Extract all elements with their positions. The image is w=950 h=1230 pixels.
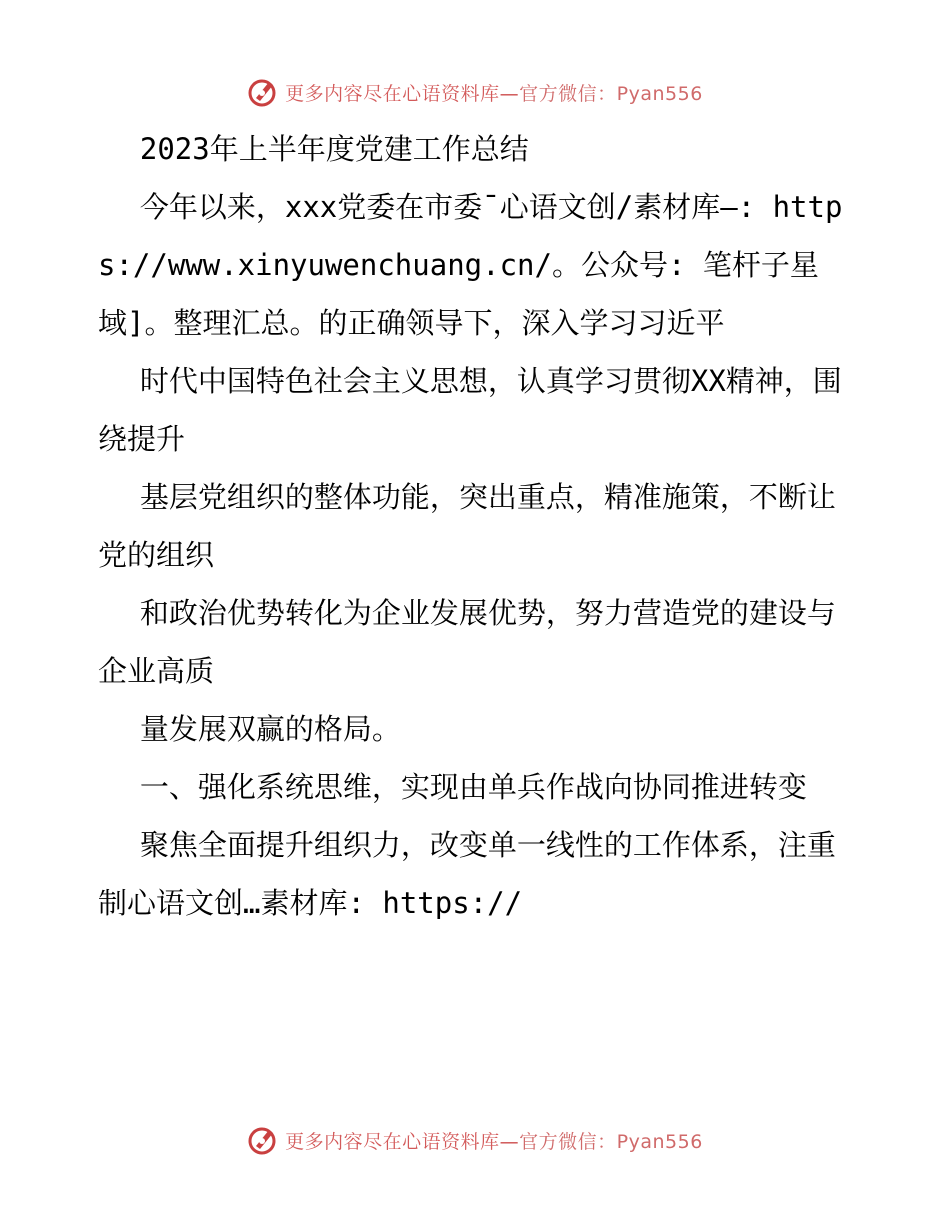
- document-body: [98, 120, 858, 932]
- doc-paragraph: 基层党组织的整体功能，突出重点，精准施策，不断让党的组织: [98, 480, 836, 572]
- section-heading: 一、强化系统思维，实现由单兵作战向协同推进转变: [139, 770, 807, 804]
- header-wechat-label: 官方微信：Pyan556: [519, 82, 703, 105]
- header-banner: [0, 72, 950, 112]
- footer-banner: [0, 1120, 950, 1160]
- pen-nib-circle-logo-icon: [247, 1124, 279, 1156]
- pen-nib-circle-logo-icon: [247, 76, 279, 108]
- doc-paragraph: 和政治优势转化为企业发展优势，努力营造党的建设与企业高质: [98, 596, 836, 688]
- doc-paragraph: 时代中国特色社会主义思想，认真学习贯彻XX精神，围绕提升: [98, 364, 842, 456]
- footer-banner-text: 更多内容尽在心语资料库—官方微信：Pyan556: [285, 1130, 703, 1153]
- doc-paragraph: 量发展双赢的格局。: [139, 712, 401, 746]
- doc-title: 2023年上半年度党建工作总结: [139, 132, 529, 166]
- footer-wechat-label: 官方微信：Pyan556: [519, 1130, 703, 1153]
- doc-paragraph: 聚焦全面提升组织力，改变单一线性的工作体系，注重制心语文创…素材库: https://: [98, 828, 836, 920]
- doc-paragraph: 今年以来，xxx党委在市委¯心语文创/素材库—: https://www.xinyuwenchuang.cn/。公众号: 笔杆子星域]。整理汇总。的正确领导下，深入学习习近平: [98, 190, 843, 340]
- header-banner-text: 更多内容尽在心语资料库—官方微信：Pyan556: [285, 82, 703, 105]
